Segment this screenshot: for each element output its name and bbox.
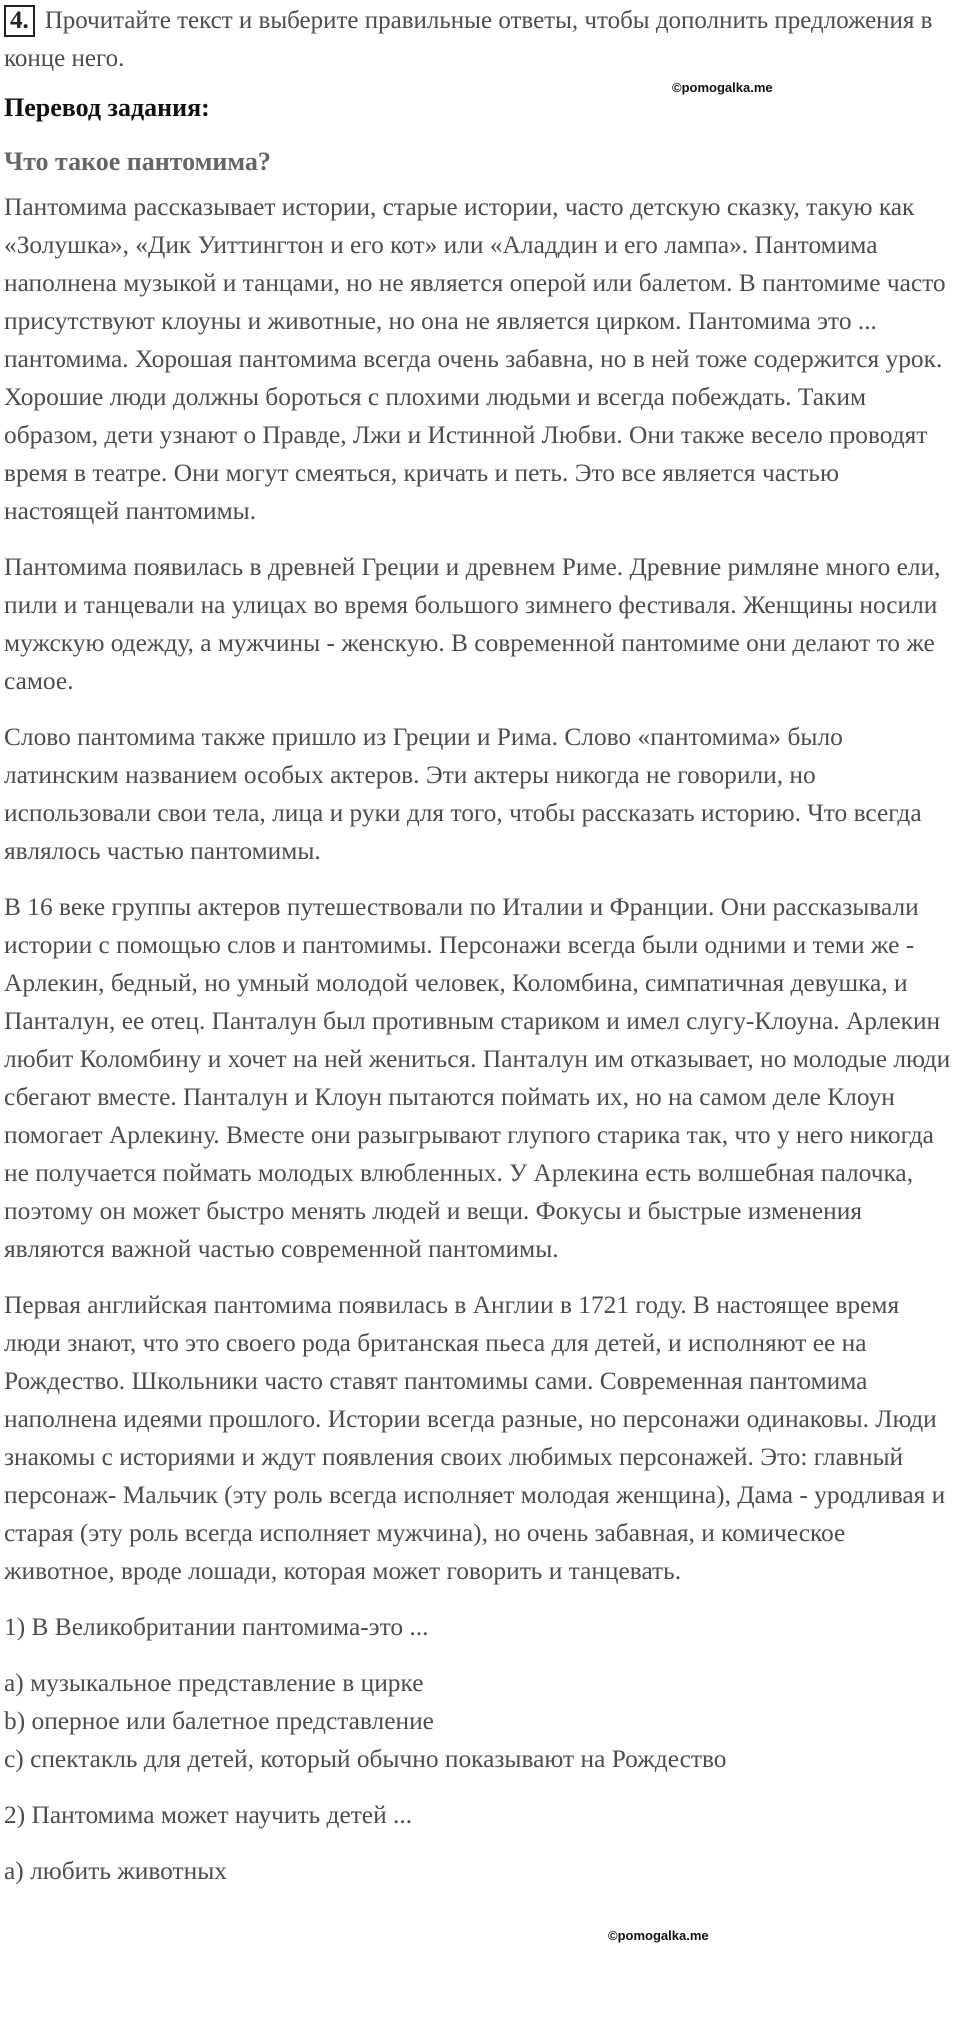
option-a: a) любить животных [4, 1857, 227, 1885]
task-number: 4. [4, 5, 35, 37]
document-page [4, 0, 954, 1890]
article-paragraph: Слово пантомима также пришло из Греции и Рима. Слово «пантомима» было латинским названием особых актеров. Эти актеры никогда не говорили, но использовали свои тела, лица и руки для того, чтобы рассказать историю. Что всегда являлось частью пантомимы. [4, 723, 922, 865]
option-a: a) музыкальное представление в цирке [4, 1669, 424, 1697]
question-1-options [4, 1664, 954, 1778]
option-b: b) оперное или балетное представление [4, 1707, 434, 1735]
article-paragraph: Пантомима появилась в древней Греции и древнем Риме. Древние римляне много ели, пили и танцевали на улицах во время большого зимнего фестиваля. Женщины носили мужскую одежду, а мужчины - женскую. В современной пантомиме они делают то же самое. [4, 553, 941, 695]
article-paragraph: Первая английская пантомима появилась в Англии в 1721 году. В настоящее время люди знают, что это своего рода британская пьеса для детей, и исполняют ее на Рождество. Школьники часто ставят пантомимы сами. Современная пантомима наполнена идеями прошлого. Истории всегда разные, но персонажи одинаковы. Люди знакомы с историями и ждут появления своих любимых персонажей. Это: главный персонаж- Мальчик (эту роль всегда исполняет молодая женщина), Дама - уродливая и старая (эту роль всегда исполняет мужчина), но очень забавная, и комическое животное, вроде лошади, которая может говорить и танцевать. [4, 1291, 946, 1585]
article-title: Что такое пантомима? [4, 147, 271, 176]
translation-heading: Перевод задания: [4, 93, 210, 122]
task-instruction: Прочитайте текст и выберите правильные ответы, чтобы дополнить предложения в конце него. [4, 7, 933, 72]
watermark: ©pomogalka.me [672, 80, 773, 95]
question-2-options [4, 1852, 954, 1890]
question-2: 2) Пантомима может научить детей ... [4, 1801, 413, 1829]
task-header [4, 2, 954, 78]
option-c: c) спектакль для детей, который обычно показывают на Рождество [4, 1745, 727, 1773]
watermark: ©pomogalka.me [608, 1928, 709, 1943]
article-paragraph: Пантомима рассказывает истории, старые истории, часто детскую сказку, такую как «Золушка», «Дик Уиттингтон и его кот» или «Аладдин и его лампа». Пантомима наполнена музыкой и танцами, но не является оперой или балетом. В пантомиме часто присутствуют клоуны и животные, но она не является цирком. Пантомима это ... пантомима. Хорошая пантомима всегда очень забавна, но в ней тоже содержится урок. Хорошие люди должны бороться с плохими людьми и всегда побеждать. Таким образом, дети узнают о Правде, Лжи и Истинной Любви. Они также весело проводят время в театре. Они могут смеяться, кричать и петь. Это все является частью настоящей пантомимы. [4, 193, 946, 525]
article-paragraph: В 16 веке группы актеров путешествовали по Италии и Франции. Они рассказывали истории с помощью слов и пантомимы. Персонажи всегда были одними и теми же - Арлекин, бедный, но умный молодой человек, Коломбина, симпатичная девушка, и Панталун, ее отец. Панталун был противным стариком и имел слугу-Клоуна. Арлекин любит Коломбину и хочет на ней жениться. Панталун им отказывает, но молодые люди сбегают вместе. Панталун и Клоун пытаются поймать их, но на самом деле Клоун помогает Арлекину. Вместе они разыгрывают глупого старика так, что у него никогда не получается поймать молодых влюбленных. У Арлекина есть волшебная палочка, поэтому он может быстро менять людей и вещи. Фокусы и быстрые изменения являются важной частью современной пантомимы. [4, 893, 951, 1263]
question-1: 1) В Великобритании пантомима-это ... [4, 1613, 429, 1641]
